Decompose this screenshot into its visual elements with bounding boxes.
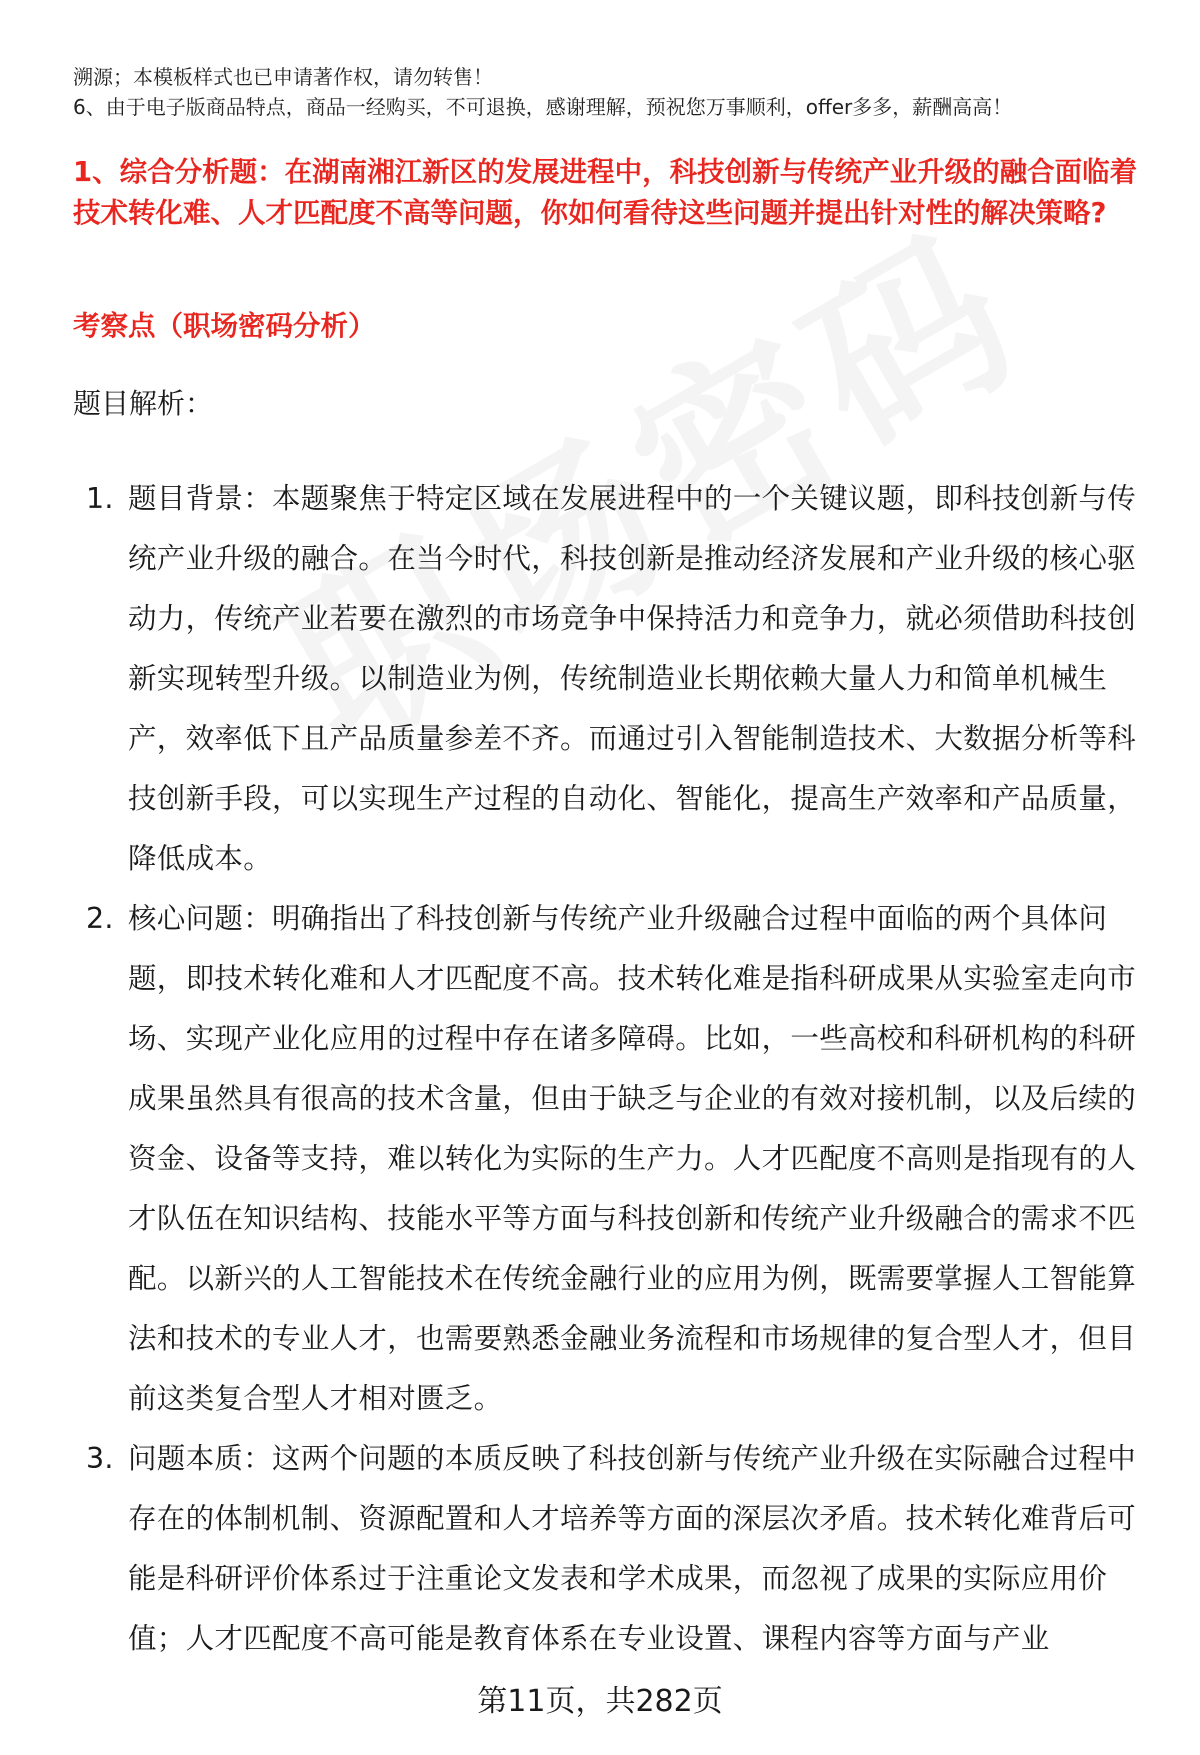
list-item-number: 1. <box>86 482 114 515</box>
list-item <box>0 1429 1200 1669</box>
notice-line-2: 6、由于电子版商品特点，商品一经购买，不可退换，感谢理解，预祝您万事顺利，offer多多，薪酬高高！ <box>73 95 1013 119</box>
list-item-text: 核心问题：明确指出了科技创新与传统产业升级融合过程中面临的两个具体问题，即技术转化难和人才匹配度不高。技术转化难是指科研成果从实验室走向市场、实现产业化应用的过程中存在诸多障碍。比如，一些高校和科研机构的科研成果虽然具有很高的技术含量，但由于缺乏与企业的有效对接机制，以及后续的资金、设备等支持，难以转化为实际的生产力。人才匹配度不高则是指现有的人才队伍在知识结构、技能水平等方面与科技创新和传统产业升级融合的需求不匹配。以新兴的人工智能技术在传统金融行业的应用为例，既需要掌握人工智能算法和技术的专业人才，也需要熟悉金融业务流程和市场规律的复合型人才，但目前这类复合型人才相对匮乏。 <box>128 902 1137 1415</box>
notice-line-1: 溯源；本模板样式也已申请著作权，请勿转售！ <box>73 65 493 89</box>
list-item <box>0 469 1200 889</box>
analysis-label: 题目解析： <box>73 387 214 420</box>
list-item-number: 3. <box>86 1442 114 1475</box>
section-title: 考察点（职场密码分析） <box>73 310 376 342</box>
list-item-text: 问题本质：这两个问题的本质反映了科技创新与传统产业升级在实际融合过程中存在的体制机制、资源配置和人才培养等方面的深层次矛盾。技术转化难背后可能是科研评价体系过于注重论文发表和学术成果，而忽视了成果的实际应用价值；人才匹配度不高可能是教育体系在专业设置、课程内容等方面与产业 <box>128 1442 1137 1655</box>
list-item-text: 题目背景：本题聚焦于特定区域在发展进程中的一个关键议题，即科技创新与传统产业升级的融合。在当今时代，科技创新是推动经济发展和产业升级的核心驱动力，传统产业若要在激烈的市场竞争中保持活力和竞争力，就必须借助科技创新实现转型升级。以制造业为例，传统制造业长期依赖大量人力和简单机械生产，效率低下且产品质量参差不齐。而通过引入智能制造技术、大数据分析等科技创新手段，可以实现生产过程的自动化、智能化，提高生产效率和产品质量，降低成本。 <box>128 482 1137 875</box>
list-item <box>0 889 1200 1429</box>
page-number: 第11页，共282页 <box>477 1684 723 1719</box>
analysis-list <box>0 469 1200 1669</box>
list-item-number: 2. <box>86 902 114 935</box>
question-heading: 1、综合分析题：在湖南湘江新区的发展进程中，科技创新与传统产业升级的融合面临着技术转化难、人才匹配度不高等问题，你如何看待这些问题并提出针对性的解决策略? <box>73 156 1138 229</box>
